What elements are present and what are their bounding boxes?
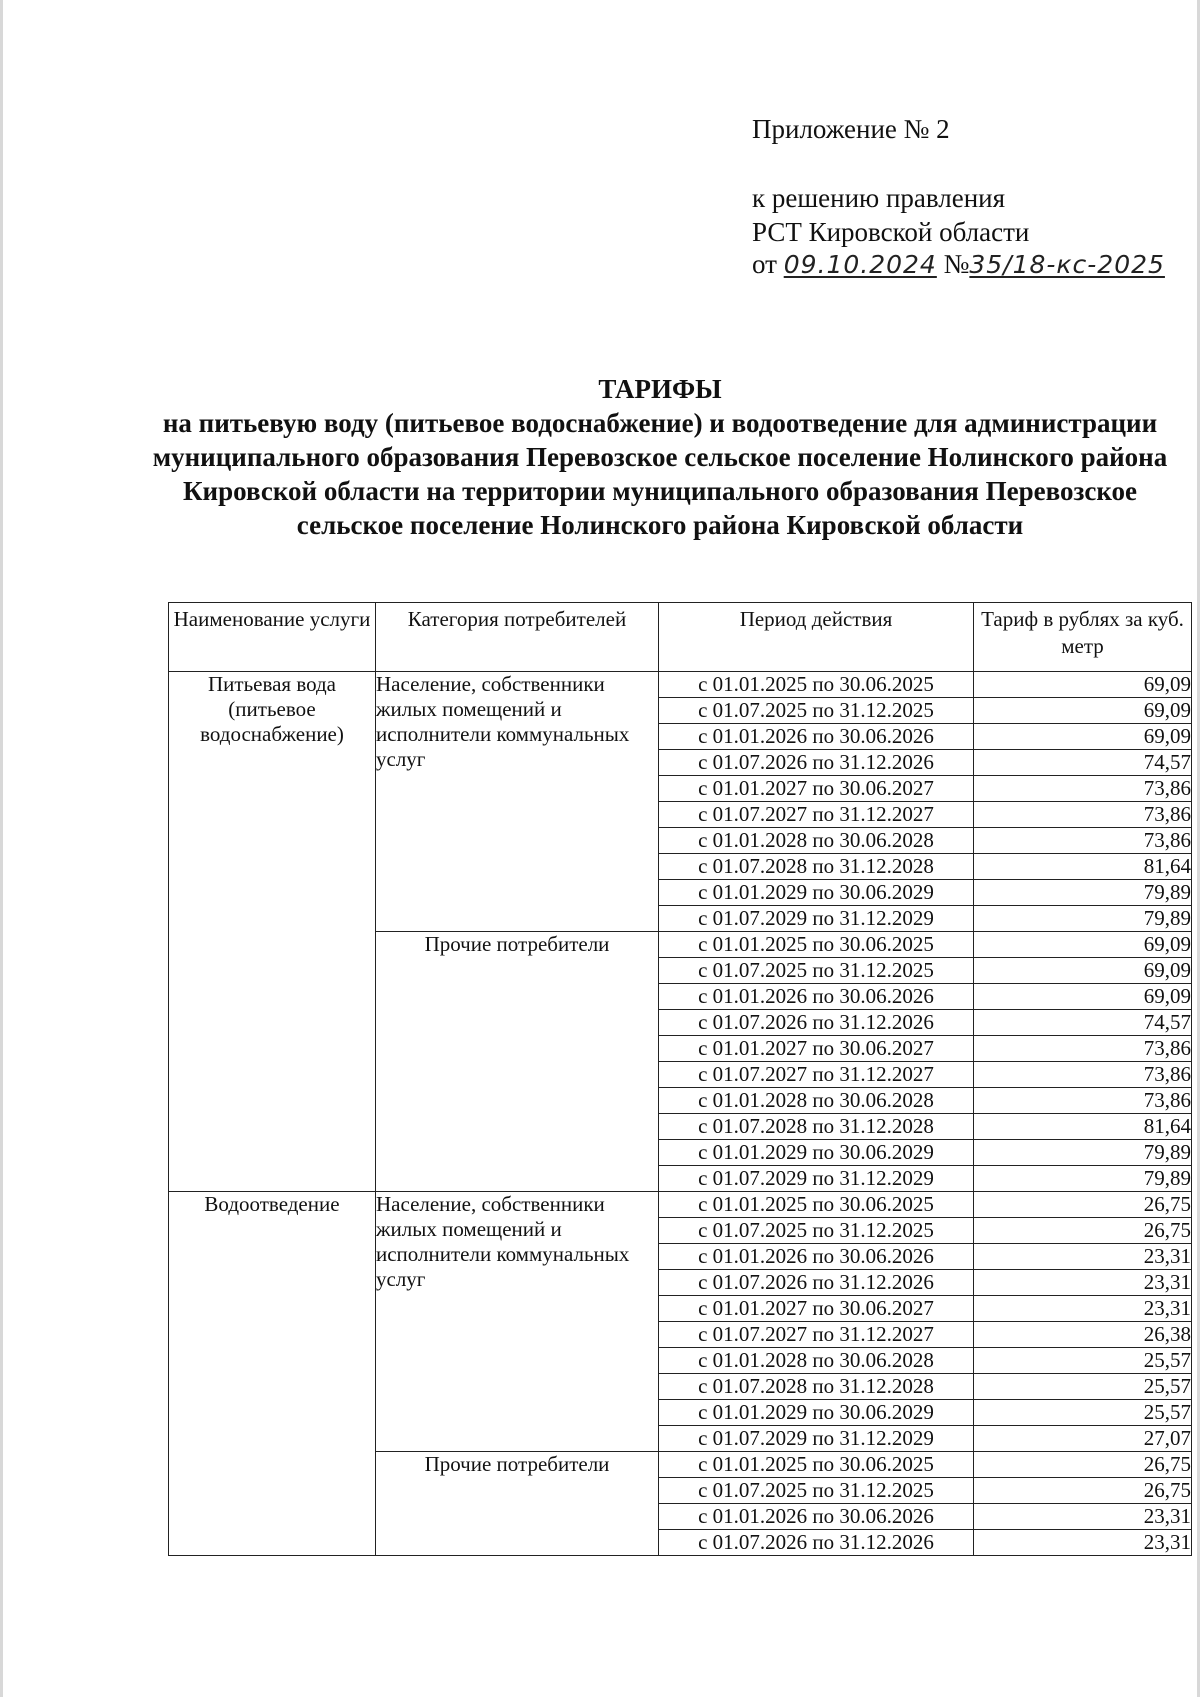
from-label: от — [752, 249, 777, 279]
table-row — [169, 672, 1192, 698]
handwritten-number: 35/18-кс-2025 — [969, 250, 1165, 279]
rate-cell: 69,09 — [974, 698, 1192, 724]
category-cell: Население, собственники жилых помещений и исполнители коммунальных услуг — [376, 1192, 659, 1452]
period-cell: с 01.07.2026 по 31.12.2026 — [659, 750, 974, 776]
rate-cell: 69,09 — [974, 724, 1192, 750]
rate-cell: 23,31 — [974, 1530, 1192, 1556]
period-cell: с 01.01.2029 по 30.06.2029 — [659, 1400, 974, 1426]
header-period: Период действия — [659, 603, 974, 672]
period-cell: с 01.01.2025 по 30.06.2025 — [659, 932, 974, 958]
period-cell: с 01.01.2026 по 30.06.2026 — [659, 1504, 974, 1530]
rate-cell: 25,57 — [974, 1374, 1192, 1400]
category-cell: Население, собственники жилых помещений и исполнители коммунальных услуг — [376, 672, 659, 932]
period-cell: с 01.01.2028 по 30.06.2028 — [659, 828, 974, 854]
rate-cell: 73,86 — [974, 1036, 1192, 1062]
rate-cell: 79,89 — [974, 1166, 1192, 1192]
period-cell: с 01.01.2026 по 30.06.2026 — [659, 724, 974, 750]
rate-cell: 26,75 — [974, 1478, 1192, 1504]
rate-cell: 25,57 — [974, 1400, 1192, 1426]
period-cell: с 01.01.2028 по 30.06.2028 — [659, 1348, 974, 1374]
rate-cell: 23,31 — [974, 1270, 1192, 1296]
rate-cell: 25,57 — [974, 1348, 1192, 1374]
category-cell: Прочие потребители — [376, 932, 659, 1192]
rate-cell: 26,75 — [974, 1218, 1192, 1244]
table-header-row — [169, 603, 1192, 672]
period-cell: с 01.01.2026 по 30.06.2026 — [659, 984, 974, 1010]
rate-cell: 79,89 — [974, 906, 1192, 932]
tariffs-table — [168, 602, 1192, 1556]
rate-cell: 26,38 — [974, 1322, 1192, 1348]
rate-cell: 73,86 — [974, 1088, 1192, 1114]
rate-cell: 73,86 — [974, 828, 1192, 854]
rate-cell: 73,86 — [974, 776, 1192, 802]
rate-cell: 23,31 — [974, 1296, 1192, 1322]
period-cell: с 01.07.2026 по 31.12.2026 — [659, 1010, 974, 1036]
period-cell: с 01.07.2029 по 31.12.2029 — [659, 1166, 974, 1192]
header-service: Наименование услуги — [169, 603, 376, 672]
rate-cell: 69,09 — [974, 958, 1192, 984]
tariffs-table-body — [169, 672, 1192, 1556]
rate-cell: 27,07 — [974, 1426, 1192, 1452]
handwritten-date: 09.10.2024 — [783, 250, 937, 279]
service-cell: Водоотведение — [169, 1192, 376, 1556]
period-cell: с 01.01.2025 по 30.06.2025 — [659, 1192, 974, 1218]
document-subtitle: на питьевую воду (питьевое водоснабжение) и водоотведение для администрации муниципального образования Перевозское сельское поселение Нолинского района Кировской области на территории муниципального образования Перевозское сельское поселение Нолинского района Кировской области — [152, 408, 1168, 540]
rate-cell: 79,89 — [974, 1140, 1192, 1166]
appendix-number: Приложение № 2 — [752, 114, 950, 144]
header-rate: Тариф в рублях за куб. метр — [974, 603, 1192, 672]
period-cell: с 01.01.2027 по 30.06.2027 — [659, 1296, 974, 1322]
period-cell: с 01.07.2029 по 31.12.2029 — [659, 1426, 974, 1452]
document-title: ТАРИФЫ — [598, 374, 722, 404]
period-cell: с 01.01.2027 по 30.06.2027 — [659, 1036, 974, 1062]
period-cell: с 01.01.2029 по 30.06.2029 — [659, 880, 974, 906]
period-cell: с 01.07.2028 по 31.12.2028 — [659, 1114, 974, 1140]
period-cell: с 01.07.2025 по 31.12.2025 — [659, 1478, 974, 1504]
period-cell: с 01.07.2026 по 31.12.2026 — [659, 1530, 974, 1556]
rate-cell: 69,09 — [974, 672, 1192, 698]
period-cell: с 01.07.2025 по 31.12.2025 — [659, 958, 974, 984]
decision-reference: к решению правления — [752, 183, 1006, 213]
rate-cell: 26,75 — [974, 1452, 1192, 1478]
period-cell: с 01.07.2028 по 31.12.2028 — [659, 854, 974, 880]
period-cell: с 01.01.2025 по 30.06.2025 — [659, 672, 974, 698]
rate-cell: 69,09 — [974, 984, 1192, 1010]
rate-cell: 73,86 — [974, 1062, 1192, 1088]
period-cell: с 01.01.2028 по 30.06.2028 — [659, 1088, 974, 1114]
period-cell: с 01.01.2027 по 30.06.2027 — [659, 776, 974, 802]
rate-cell: 26,75 — [974, 1192, 1192, 1218]
service-cell: Питьевая вода (питьевое водоснабжение) — [169, 672, 376, 1192]
number-label: № — [943, 249, 970, 279]
period-cell: с 01.01.2025 по 30.06.2025 — [659, 1452, 974, 1478]
rate-cell: 73,86 — [974, 802, 1192, 828]
decision-date-number — [752, 251, 1165, 278]
header-category: Категория потребителей — [376, 603, 659, 672]
rate-cell: 23,31 — [974, 1504, 1192, 1530]
rate-cell: 81,64 — [974, 1114, 1192, 1140]
table-row — [169, 1192, 1192, 1218]
period-cell: с 01.07.2027 по 31.12.2027 — [659, 1322, 974, 1348]
rate-cell: 74,57 — [974, 1010, 1192, 1036]
period-cell: с 01.07.2029 по 31.12.2029 — [659, 906, 974, 932]
rate-cell: 69,09 — [974, 932, 1192, 958]
period-cell: с 01.07.2026 по 31.12.2026 — [659, 1270, 974, 1296]
rate-cell: 81,64 — [974, 854, 1192, 880]
period-cell: с 01.07.2028 по 31.12.2028 — [659, 1374, 974, 1400]
rate-cell: 79,89 — [974, 880, 1192, 906]
period-cell: с 01.07.2027 по 31.12.2027 — [659, 802, 974, 828]
rate-cell: 23,31 — [974, 1244, 1192, 1270]
period-cell: с 01.01.2029 по 30.06.2029 — [659, 1140, 974, 1166]
period-cell: с 01.01.2026 по 30.06.2026 — [659, 1244, 974, 1270]
period-cell: с 01.07.2027 по 31.12.2027 — [659, 1062, 974, 1088]
category-cell: Прочие потребители — [376, 1452, 659, 1556]
scan-edge-left — [0, 0, 3, 1697]
period-cell: с 01.07.2025 по 31.12.2025 — [659, 698, 974, 724]
period-cell: с 01.07.2025 по 31.12.2025 — [659, 1218, 974, 1244]
rate-cell: 74,57 — [974, 750, 1192, 776]
authority-name: РСТ Кировской области — [752, 217, 1030, 247]
